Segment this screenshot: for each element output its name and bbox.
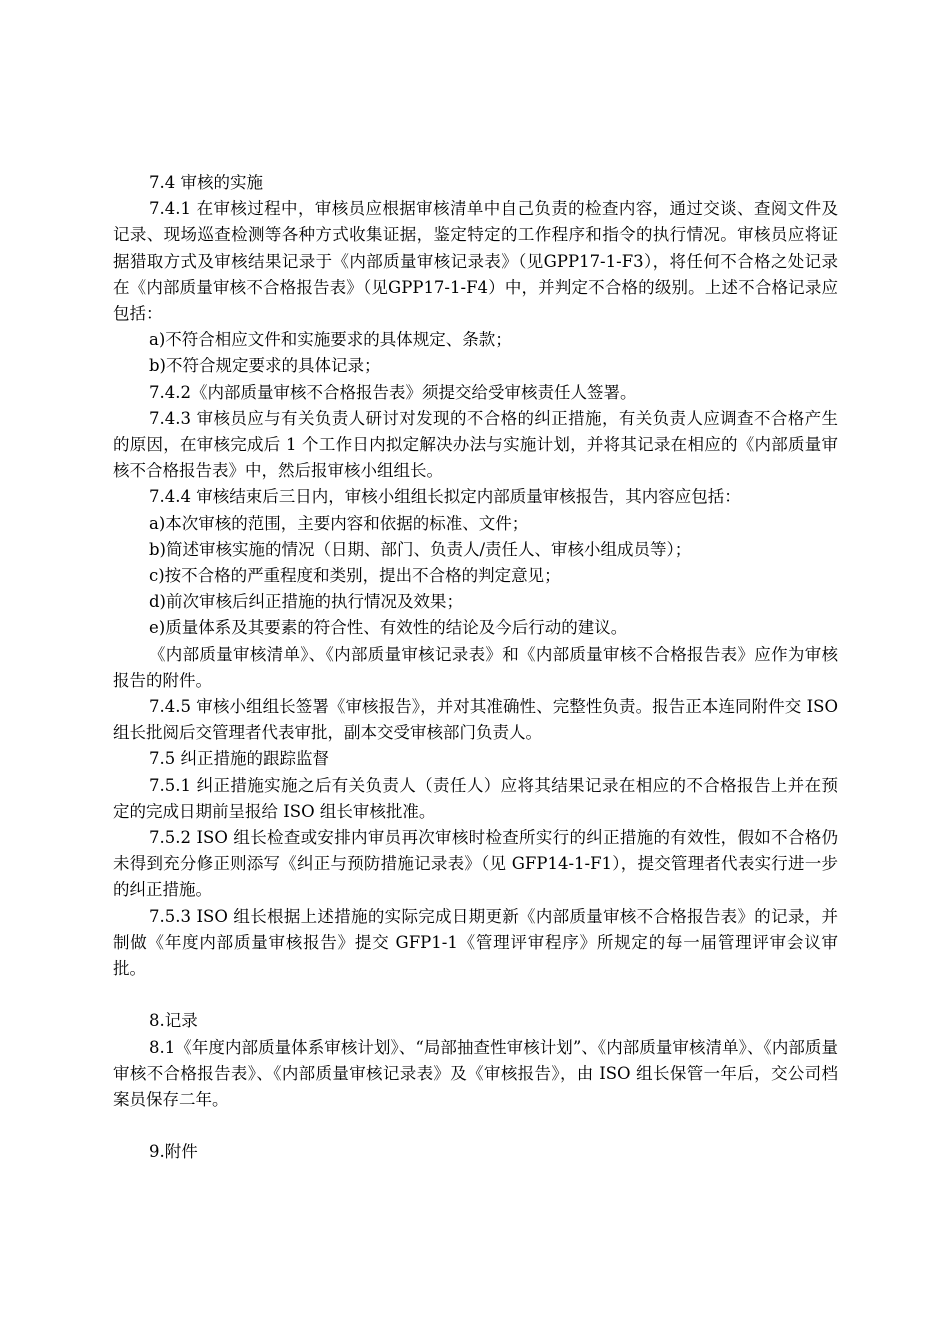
paragraph-7-4-2: 7.4.2《内部质量审核不合格报告表》须提交给受审核责任人签署。 bbox=[149, 382, 637, 402]
section-heading-7-4: 7.4 审核的实施 bbox=[149, 173, 263, 192]
paragraph-7-5-1: 7.5.1 纠正措施实施之后有关负责人（责任人）应将其结果记录在相应的不合格报告上并在预定的完成日期前呈报给 ISO 组长审核批准。 bbox=[113, 775, 838, 821]
paragraph-7-5-2: 7.5.2 ISO 组长检查或安排内审员再次审核时检查所实行的纠正措施的有效性，假如不合格仍未得到充分修正则添写《纠正与预防措施记录表》（见 GFP14-1-F1），提交管理者代表实行进一步的纠正措施。 bbox=[113, 828, 838, 900]
list-item-7-4-4-b: b)简述审核实施的情况（日期、部门、负责人/责任人、审核小组成员等）； bbox=[149, 539, 692, 559]
list-item-7-4-4-a: a)本次审核的范围，主要内容和依据的标准、文件； bbox=[149, 513, 529, 533]
list-item-7-4-1-b: b)不符合规定要求的具体记录； bbox=[149, 356, 381, 376]
paragraph-spacer bbox=[113, 1113, 838, 1139]
list-item-7-4-1-a: a)不符合相应文件和实施要求的具体规定、条款； bbox=[149, 330, 512, 350]
section-heading-9: 9.附件 bbox=[149, 1142, 198, 1162]
section-heading-8: 8.记录 bbox=[149, 1011, 198, 1031]
paragraph-7-4-4: 7.4.4 审核结束后三日内，审核小组组长拟定内部质量审核报告，其内容应包括： bbox=[149, 487, 741, 507]
paragraph-8-1: 8.1《年度内部质量体系审核计划》、“局部抽查性审核计划”、《内部质量审核清单》、《内部质量审核不合格报告表》、《内部质量审核记录表》及《审核报告》，由 ISO 组长保管一年后，交公司档案员保存二年。 bbox=[113, 1037, 838, 1110]
paragraph-attachments-note: 《内部质量审核清单》、《内部质量审核记录表》和《内部质量审核不合格报告表》应作为审核报告的附件。 bbox=[113, 644, 838, 690]
list-item-7-4-4-c: c)按不合格的严重程度和类别，提出不合格的判定意见； bbox=[149, 566, 561, 586]
paragraph-spacer bbox=[113, 982, 838, 1008]
section-heading-7-5: 7.5 纠正措施的跟踪监督 bbox=[149, 749, 329, 769]
document-body bbox=[113, 170, 838, 1166]
paragraph-7-4-5: 7.4.5 审核小组组长签署《审核报告》，并对其准确性、完整性负责。报告正本连同附件交 ISO 组长批阅后交管理者代表审批，副本交受审核部门负责人。 bbox=[113, 697, 838, 743]
paragraph-7-4-3: 7.4.3 审核员应与有关负责人研讨对发现的不合格的纠正措施，有关负责人应调查不合格产生的原因，在审核完成后 1 个工作日内拟定解决办法与实施计划，并将其记录在相应的《内部质量审核不合格报告表》中，然后报审核小组组长。 bbox=[113, 408, 838, 481]
list-item-7-4-4-e: e)质量体系及其要素的符合性、有效性的结论及今后行动的建议。 bbox=[149, 618, 628, 638]
list-item-7-4-4-d: d)前次审核后纠正措施的执行情况及效果； bbox=[149, 592, 463, 612]
paragraph-7-5-3: 7.5.3 ISO 组长根据上述措施的实际完成日期更新《内部质量审核不合格报告表》的记录，并制做《年度内部质量审核报告》提交 GFP1-1《管理评审程序》所规定的每一届管理评审会议审批。 bbox=[113, 906, 838, 979]
paragraph-7-4-1: 7.4.1 在审核过程中，审核员应根据审核清单中自己负责的检查内容，通过交谈、查阅文件及记录、现场巡查检测等各种方式收集证据，鉴定特定的工作程序和指令的执行情况。审核员应将证据猎取方式及审核结果记录于《内部质量审核记录表》（见GPP17-1-F3），将任何不合格之处记录在《内部质量审核不合格报告表》（见GPP17-1-F4）中，并判定不合格的级别。上述不合格记录应包括： bbox=[113, 199, 838, 324]
